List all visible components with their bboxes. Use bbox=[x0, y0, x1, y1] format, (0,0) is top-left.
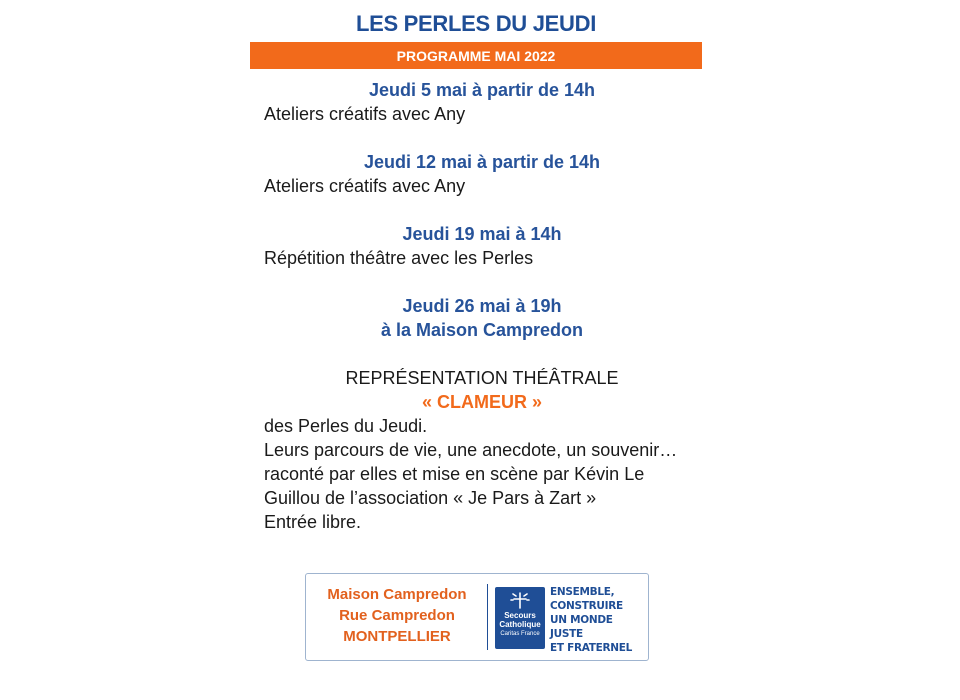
event-description: Ateliers créatifs avec Any bbox=[264, 104, 466, 124]
footer-divider bbox=[487, 584, 488, 650]
show-line-2: Leurs parcours de vie, une anecdote, un souvenir… bbox=[264, 440, 678, 460]
event-description: Ateliers créatifs avec Any bbox=[264, 176, 466, 196]
address-line: Maison Campredon bbox=[327, 586, 467, 603]
footer-box bbox=[305, 573, 649, 661]
page-title: LES PERLES DU JEUDI bbox=[355, 11, 597, 36]
logo-line: Caritas France bbox=[500, 631, 540, 637]
cross-rays-icon bbox=[509, 590, 531, 610]
event-date: Jeudi 19 mai à 14h bbox=[402, 224, 562, 244]
event-date: Jeudi 5 mai à partir de 14h bbox=[368, 80, 596, 100]
tagline bbox=[550, 585, 646, 655]
address-line: MONTPELLIER bbox=[343, 628, 451, 645]
event-description: Répétition théâtre avec les Perles bbox=[264, 248, 534, 268]
tagline-line: CONSTRUIRE bbox=[550, 600, 623, 612]
event-place: à la Maison Campredon bbox=[380, 320, 584, 340]
event-date: Jeudi 26 mai à 19h bbox=[402, 296, 562, 316]
secours-catholique-logo bbox=[495, 587, 545, 649]
tagline-line: ET FRATERNEL bbox=[550, 642, 633, 654]
show-line-3: raconté par elles et mise en scène par Kévin Le Guillou de l’association « Je Pars à Zart » bbox=[264, 464, 645, 508]
logo-line: Catholique bbox=[499, 620, 541, 629]
program-content bbox=[264, 78, 700, 534]
show-name: « CLAMEUR » bbox=[421, 392, 542, 412]
show-line-4: Entrée libre. bbox=[264, 512, 362, 532]
tagline-line: UN MONDE JUSTE bbox=[550, 614, 613, 640]
address-line: Rue Campredon bbox=[339, 607, 455, 624]
logo-line: Secours bbox=[504, 611, 536, 620]
tagline-line: ENSEMBLE, bbox=[550, 586, 615, 598]
event-date: Jeudi 12 mai à partir de 14h bbox=[363, 152, 601, 172]
address-block bbox=[312, 584, 482, 647]
program-banner: PROGRAMME MAI 2022 bbox=[250, 42, 702, 69]
show-line-1: des Perles du Jeudi. bbox=[264, 416, 428, 436]
show-kind: REPRÉSENTATION THÉÂTRALE bbox=[345, 368, 619, 388]
